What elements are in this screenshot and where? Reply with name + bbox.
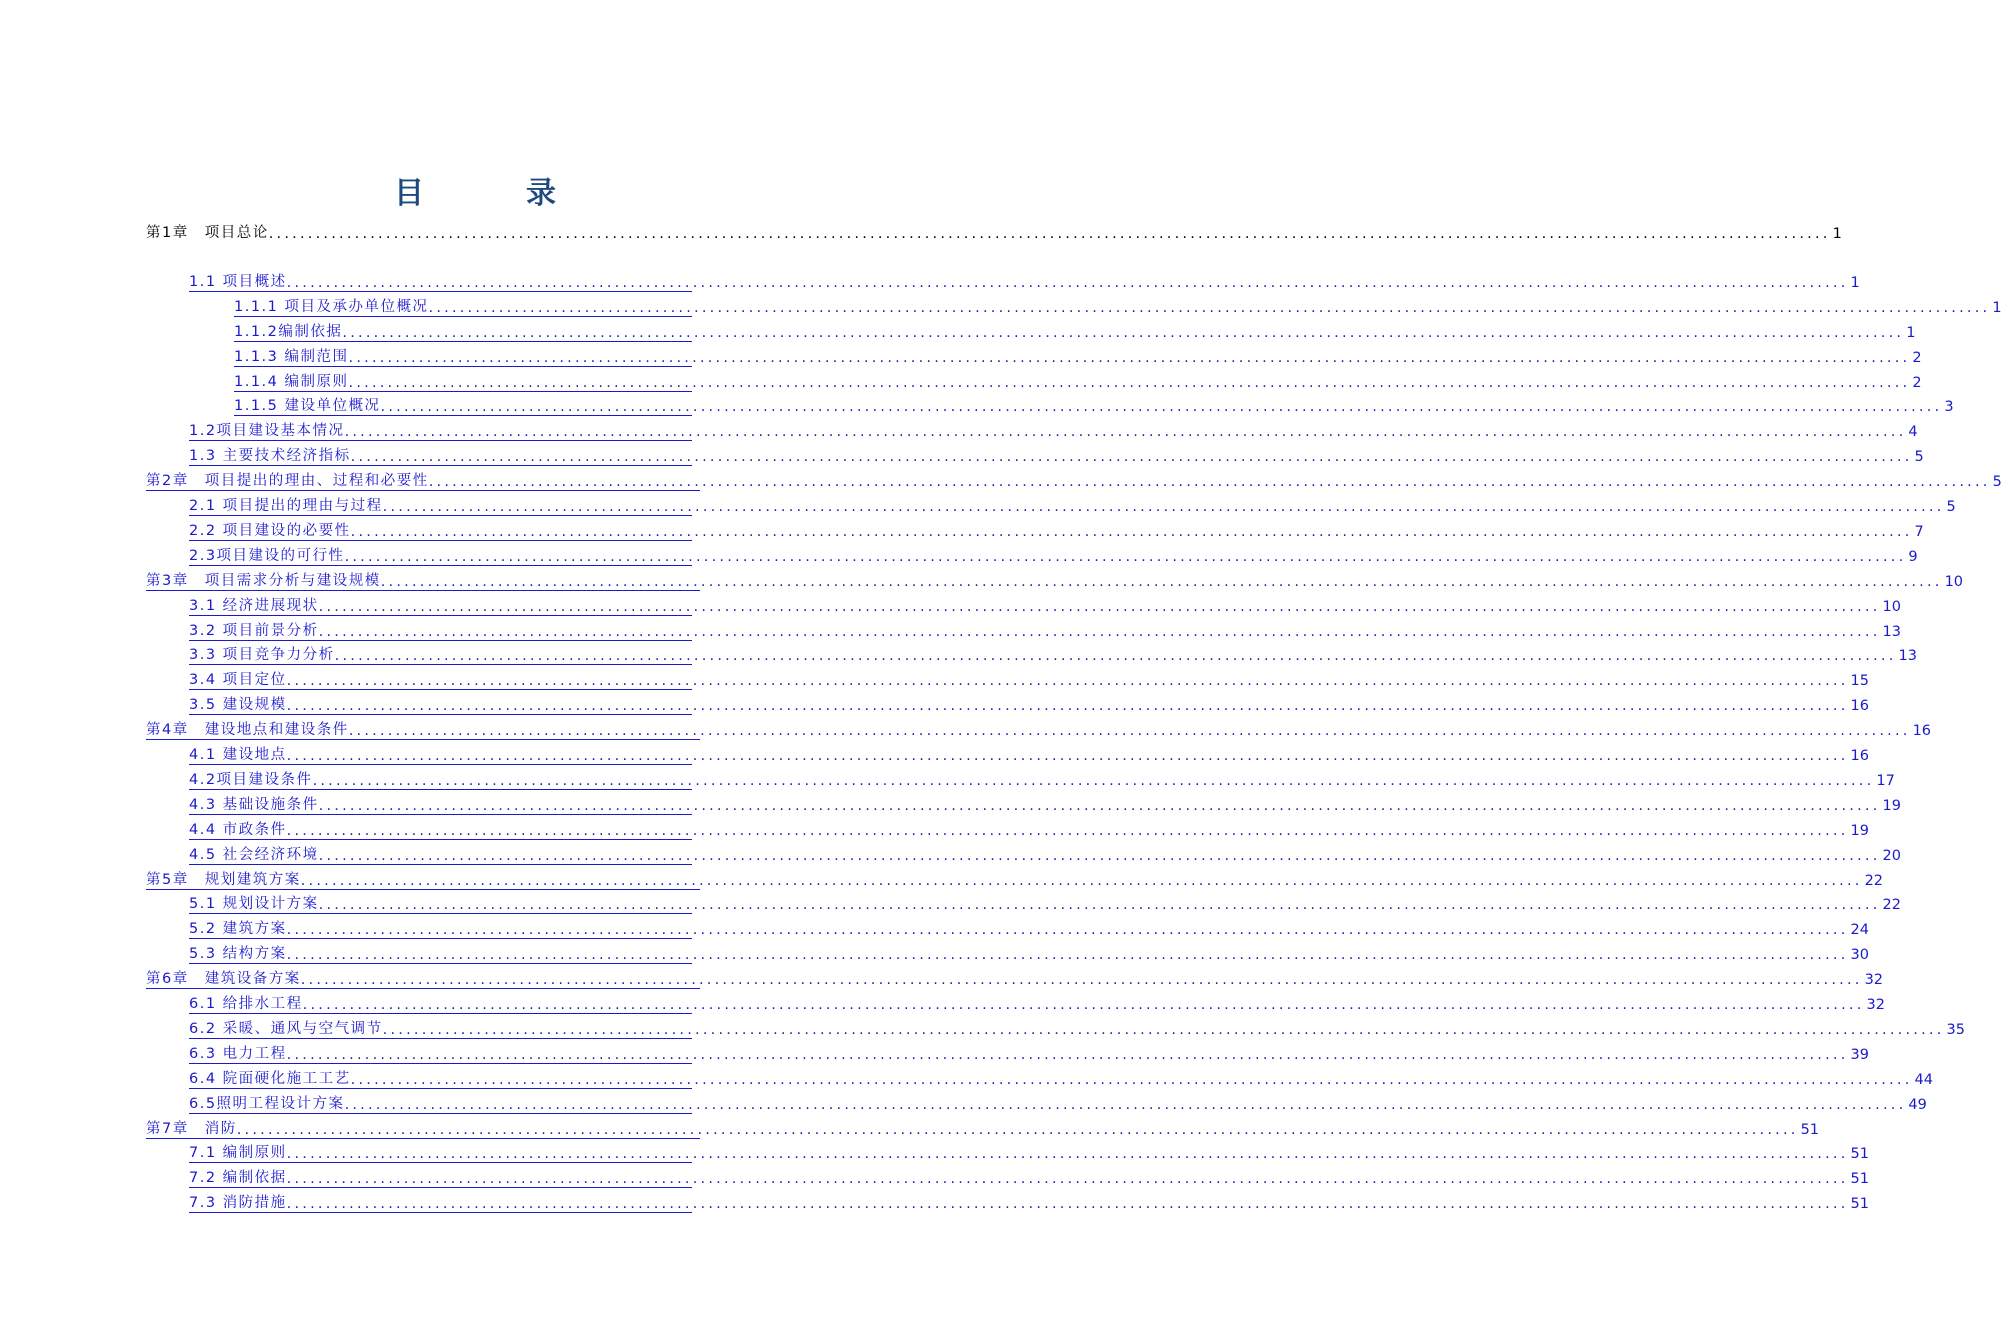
toc-entry-label: 第4章 建设地点和建设条件: [146, 722, 349, 738]
toc-entry-label: 5.3 结构方案: [189, 946, 287, 962]
toc-page-number: 1: [1906, 325, 1916, 341]
toc-dot-leader: ........................................................................................................................................................................................................: [300, 873, 1863, 889]
toc-page-number: 22: [1864, 873, 1884, 889]
toc-page-number: 1: [1850, 275, 1860, 291]
toc-page-number: 39: [1850, 1047, 1869, 1063]
toc-section-entry[interactable]: [189, 1091, 1927, 1114]
toc-section-entry[interactable]: [234, 319, 1916, 342]
toc-section-entry[interactable]: [189, 1016, 1965, 1039]
toc-page-number: 17: [1876, 773, 1895, 789]
toc-section-entry[interactable]: [189, 742, 1869, 765]
toc-section-entry[interactable]: [189, 443, 1924, 466]
toc-dot-leader: ........................................................................................................................................................................................................: [348, 723, 1911, 739]
toc-entry-label: 7.3 消防措施: [189, 1195, 287, 1211]
toc-dot-leader: ........................................................................................................................................................................................................: [302, 997, 1865, 1013]
toc-dot-leader: ........................................................................................................................................................................................................: [348, 375, 1911, 391]
toc-page-number: 5: [1992, 474, 2002, 490]
toc-dot-leader: ........................................................................................................................................................................................................: [318, 599, 1881, 615]
toc-section-entry[interactable]: [189, 642, 1917, 665]
toc-dot-leader: ........................................................................................................................................................................................................: [350, 1072, 1913, 1088]
toc-entry-label: 1.1.3 编制范围: [234, 349, 349, 365]
toc-entry-label: 5.1 规划设计方案: [189, 896, 319, 912]
toc-entry-label: 7.1 编制原则: [189, 1145, 287, 1161]
toc-page-number: 30: [1850, 947, 1869, 963]
toc-page-number: 1: [1832, 226, 1842, 242]
toc-dot-leader: ........................................................................................................................................................................................................: [286, 823, 1849, 839]
toc-page-number: 51: [1850, 1171, 1869, 1187]
toc-entry-label: 1.2项目建设基本情况: [189, 423, 345, 439]
toc-page-number: 13: [1898, 648, 1917, 664]
toc-page-number: 2: [1912, 375, 1922, 391]
toc-page-number: 10: [1882, 599, 1901, 615]
toc-entry-label: 第7章 消防: [146, 1121, 237, 1137]
toc-dot-leader: ........................................................................................................................................................................................................: [286, 1196, 1849, 1212]
toc-chapter-entry[interactable]: [146, 568, 1964, 591]
toc-entry-label: 3.3 项目竞争力分析: [189, 647, 335, 663]
toc-page-number: 19: [1882, 798, 1901, 814]
toc-section-entry[interactable]: [234, 294, 2002, 317]
toc-entry-label: 1.3 主要技术经济指标: [189, 448, 351, 464]
toc-page-number: 51: [1850, 1146, 1869, 1162]
toc-section-entry[interactable]: [189, 767, 1895, 790]
toc-entry-label: 6.2 采暖、通风与空气调节: [189, 1021, 383, 1037]
toc-entry-label: 6.1 给排水工程: [189, 996, 303, 1012]
toc-dot-leader: ........................................................................................................................................................................................................: [344, 1097, 1907, 1113]
toc-section-entry[interactable]: [189, 842, 1901, 865]
toc-entry-label: 第5章 规划建筑方案: [146, 872, 301, 888]
toc-page-number: 3: [1944, 399, 1954, 415]
toc-entry-label: 6.4 院面硬化施工工艺: [189, 1071, 351, 1087]
toc-page-number: 13: [1882, 624, 1901, 640]
toc-dot-leader: ........................................................................................................................................................................................................: [286, 748, 1849, 764]
toc-entry-label: 4.4 市政条件: [189, 822, 287, 838]
toc-section-entry[interactable]: [234, 393, 1954, 416]
toc-page-number: 44: [1914, 1072, 1933, 1088]
toc-entry-label: 1.1.4 编制原则: [234, 374, 349, 390]
toc-section-entry[interactable]: [189, 593, 1901, 616]
toc-entry-label: 5.2 建筑方案: [189, 921, 287, 937]
toc-dot-leader: ........................................................................................................................................................................................................: [286, 673, 1849, 689]
toc-dot-leader: ........................................................................................................................................................................................................: [380, 399, 1943, 415]
toc-entry-label: 7.2 编制依据: [189, 1170, 287, 1186]
toc-page-number: 24: [1850, 922, 1869, 938]
toc-page-number: 16: [1850, 748, 1869, 764]
toc-dot-leader: ........................................................................................................................................................................................................: [318, 624, 1881, 640]
toc-dot-leader: ........................................................................................................................................................................................................: [286, 275, 1849, 291]
toc-section-entry[interactable]: [234, 369, 1922, 392]
toc-dot-leader: ........................................................................................................................................................................................................: [286, 1146, 1849, 1162]
toc-page-number: 49: [1908, 1097, 1927, 1113]
toc-page-number: 22: [1882, 897, 1901, 913]
toc-dot-leader: ........................................................................................................................................................................................................: [350, 524, 1913, 540]
toc-page-number: 1: [1992, 300, 2002, 316]
toc-section-entry[interactable]: [189, 667, 1869, 690]
toc-dot-leader: ........................................................................................................................................................................................................: [300, 972, 1863, 988]
toc-section-entry[interactable]: [189, 891, 1901, 914]
toc-entry-label: 3.4 项目定位: [189, 672, 287, 688]
toc-section-entry[interactable]: [189, 1165, 1869, 1188]
toc-page-number: 16: [1850, 698, 1869, 714]
toc-dot-leader: ........................................................................................................................................................................................................: [318, 848, 1881, 864]
toc-section-entry[interactable]: [189, 269, 1860, 292]
toc-dot-leader: ........................................................................................................................................................................................................: [286, 698, 1849, 714]
toc-chapter-entry[interactable]: [146, 1116, 1820, 1139]
toc-dot-leader: ........................................................................................................................................................................................................: [312, 773, 1875, 789]
toc-page-number: 19: [1850, 823, 1869, 839]
toc-section-entry[interactable]: [189, 817, 1869, 840]
toc-section-entry[interactable]: [189, 518, 1924, 541]
toc-dot-leader: ........................................................................................................................................................................................................: [342, 325, 1905, 341]
toc-entry-label: 4.1 建设地点: [189, 747, 287, 763]
toc-dot-leader: ........................................................................................................................................................................................................: [350, 449, 1913, 465]
toc-title: 目 录: [394, 176, 592, 211]
toc-dot-leader: ........................................................................................................................................................................................................: [236, 1122, 1799, 1138]
toc-page-number: 9: [1908, 549, 1918, 565]
toc-chapter-entry: [146, 220, 1842, 242]
toc-entry-label: 3.2 项目前景分析: [189, 623, 319, 639]
toc-page-number: 4: [1908, 424, 1918, 440]
toc-entry-label: 第2章 项目提出的理由、过程和必要性: [146, 473, 429, 489]
toc-page-number: 51: [1850, 1196, 1869, 1212]
toc-page-number: 10: [1944, 574, 1964, 590]
toc-entry-label: 3.5 建设规模: [189, 697, 287, 713]
toc-dot-leader: ........................................................................................................................................................................................................: [318, 798, 1881, 814]
toc-dot-leader: ........................................................................................................................................................................................................: [344, 424, 1907, 440]
toc-page-number: 51: [1800, 1122, 1820, 1138]
toc-chapter-entry[interactable]: [146, 468, 2002, 491]
toc-section-entry[interactable]: [189, 1041, 1869, 1064]
toc-dot-leader: ........................................................................................................................................................................................................: [286, 947, 1849, 963]
toc-entry-label: 2.3项目建设的可行性: [189, 548, 345, 564]
toc-chapter-entry[interactable]: [146, 717, 1932, 740]
toc-section-entry[interactable]: [189, 692, 1869, 715]
toc-section-entry[interactable]: [189, 991, 1885, 1014]
toc-chapter-entry[interactable]: [146, 867, 1884, 890]
toc-page-number: 5: [1946, 499, 1956, 515]
toc-entry-label: 3.1 经济进展现状: [189, 598, 319, 614]
toc-page-number: 16: [1912, 723, 1932, 739]
toc-section-entry[interactable]: [189, 543, 1918, 566]
toc-dot-leader: ........................................................................................................................................................................................................: [268, 226, 1831, 242]
toc-entry-label: 第6章 建筑设备方案: [146, 971, 301, 987]
toc-page-number: 2: [1912, 350, 1922, 366]
toc-section-entry[interactable]: [189, 1066, 1933, 1089]
toc-entry-label: 6.5照明工程设计方案: [189, 1096, 345, 1112]
toc-section-entry[interactable]: [234, 344, 1922, 367]
toc-entry-label: 1.1.2编制依据: [234, 324, 343, 340]
toc-entry-label: 第1章 项目总论: [146, 225, 269, 241]
toc-dot-leader: ........................................................................................................................................................................................................: [286, 922, 1849, 938]
toc-section-entry[interactable]: [189, 618, 1901, 641]
toc-entry-label: 6.3 电力工程: [189, 1046, 287, 1062]
toc-entry-label: 4.2项目建设条件: [189, 772, 313, 788]
toc-entry-label: 2.1 项目提出的理由与过程: [189, 498, 383, 514]
toc-dot-leader: ........................................................................................................................................................................................................: [382, 499, 1945, 515]
toc-dot-leader: ........................................................................................................................................................................................................: [286, 1171, 1849, 1187]
toc-chapter-entry[interactable]: [146, 966, 1884, 989]
toc-entry-label: 1.1 项目概述: [189, 274, 287, 290]
toc-section-entry[interactable]: [189, 916, 1869, 939]
toc-entry-label: 第3章 项目需求分析与建设规模: [146, 573, 381, 589]
toc-page-number: 32: [1864, 972, 1884, 988]
toc-dot-leader: ........................................................................................................................................................................................................: [344, 549, 1907, 565]
toc-entry-label: 2.2 项目建设的必要性: [189, 523, 351, 539]
toc-dot-leader: ........................................................................................................................................................................................................: [286, 1047, 1849, 1063]
toc-section-entry[interactable]: [189, 493, 1956, 516]
toc-dot-leader: ........................................................................................................................................................................................................: [380, 574, 1943, 590]
toc-dot-leader: ........................................................................................................................................................................................................: [348, 350, 1911, 366]
toc-page-number: 15: [1850, 673, 1869, 689]
toc-page-number: 35: [1946, 1022, 1965, 1038]
toc-page-number: 5: [1914, 449, 1924, 465]
toc-dot-leader: ........................................................................................................................................................................................................: [428, 474, 1991, 490]
toc-entry-label: 4.5 社会经济环境: [189, 847, 319, 863]
toc-section-entry[interactable]: [189, 418, 1918, 441]
toc-section-entry[interactable]: [189, 1190, 1869, 1213]
toc-dot-leader: ........................................................................................................................................................................................................: [428, 300, 1991, 316]
toc-section-entry[interactable]: [189, 792, 1901, 815]
toc-dot-leader: ........................................................................................................................................................................................................: [382, 1022, 1945, 1038]
toc-page-number: 32: [1866, 997, 1885, 1013]
toc-entry-label: 1.1.1 项目及承办单位概况: [234, 299, 429, 315]
toc-dot-leader: ........................................................................................................................................................................................................: [334, 648, 1897, 664]
toc-section-entry[interactable]: [189, 941, 1869, 964]
toc-page-number: 7: [1914, 524, 1924, 540]
toc-entry-label: 4.3 基础设施条件: [189, 797, 319, 813]
toc-section-entry[interactable]: [189, 1140, 1869, 1163]
toc-page-number: 20: [1882, 848, 1901, 864]
toc-entry-label: 1.1.5 建设单位概况: [234, 398, 381, 414]
toc-dot-leader: ........................................................................................................................................................................................................: [318, 897, 1881, 913]
